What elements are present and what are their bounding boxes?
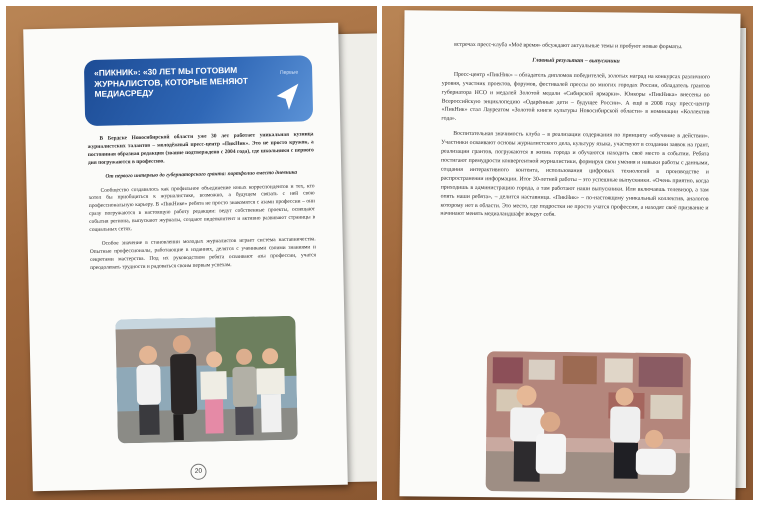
left-page-photo: [6, 6, 377, 500]
section-subheading: Главный результат – выпускники: [532, 57, 620, 65]
section-subheading: От первого интервью до губернаторского гранта: портфолио вместо дневника: [105, 169, 298, 180]
article-banner: [84, 55, 313, 126]
intro-paragraph: В Бердске Новосибирской области уже 30 лет работает уникальная кузница журналистских талантов – молодёжный пресс-центр «ПикНик». Это не просто кружок, а постоянная образная редакция (звание подтверждено с 2004 года), где школьники с первого дня погружаются в профессию.: [87, 131, 314, 166]
page-number: 20: [190, 464, 206, 480]
body-paragraph: Сообщество создавалось как профильное объединение юных корреспондентов и тех, кто хотел бы приобщиться к журналистике, возможно, а будущем связать с ней свою профессиональную карьеру. В «ПикНике» ребята не просто знакомятся с азами профессии – они сразу погружаются в настоящую работу редакции: ведут собственные проекты, освещают события региона, выпускают журналы, создают видеоконтент и активно развивают страницы в социальных сетях.: [88, 182, 316, 234]
banner-tag: Первые: [279, 69, 299, 76]
continued-text: встречах пресс-клуба «Моё время» обсуждают актуальные темы и пробуют новые форматы.: [454, 41, 683, 51]
body-paragraph: Пресс-центр «ПикНик» – обладатель дипломов победителей, золотых наград на конкурсах различного уровня, участник проектов, форумов, фестивалей прессы во многих городах России, обладатель грантов губернатора НСО и медалей Золотой медали «Сибирской ярмарки». Юнкоры «ПикНика» внесены во Всероссийскую энциклопедию «Одарённые дети – будущее России». А ещё в 2008 году пресс-центр «ПикНик» стал Лауреатом «Золотой книги культуры Новосибирской области» в номинации «Коллектив года».: [441, 71, 710, 123]
body-paragraph: Воспитательная значимость клуба – в реализации содержания по принципу «обучение в действии». Участники осваивают основы журналистского дела, культуру языка, участвуют в создании заявок на грант, реализации грантов, погружаются в жизнь города и обучаются находить своё место в событии. Ребята постигают премудрости конвергентной журналистики, формируя свои умения и навыки работы с данными, создания интерактивного контента, использования цифровых технологий в производстве и распространении информации. Итог 30-летней работы – это успешные выпускники. «Очень приятно, когда приходишь в администрацию города, а там работают наши выпускники. Или включаешь телевизор, а там опять наши ребята», – делится наставница. «ПикНик» – по-настоящему уникальный коллектив, аналогов которому нет в области. Это место, где подростки не просто учатся профессии, а находят своё призвание и начинают менять медиаландшафт вокруг себя.: [440, 131, 710, 219]
body-paragraph: Особое значение в становлении молодых журналистов играет система наставничества. Опытные профессионалы, работающие в изданиях, делятся с учениками своими знаниями и секретами мастерства. Под их руководством ребята осваивают азы профессии, учатся преодолевать трудности и радоваться своим первым успехам.: [89, 236, 317, 271]
left-article-text: [87, 131, 316, 272]
photo-girls-at-exhibition: [486, 351, 691, 493]
magazine-page-left: [23, 23, 348, 491]
group-photo-girls-with-newspapers: [115, 316, 298, 444]
right-article-text: [440, 41, 710, 222]
arrow-icon: [274, 82, 301, 113]
article-title: «ПИКНИК»: «30 ЛЕТ МЫ ГОТОВИМ ЖУРНАЛИСТОВ, КОТОРЫЕ МЕНЯЮТ МЕДИАСРЕДУ: [94, 64, 248, 99]
right-page-photo: [382, 6, 753, 500]
magazine-page-right: [399, 10, 740, 499]
